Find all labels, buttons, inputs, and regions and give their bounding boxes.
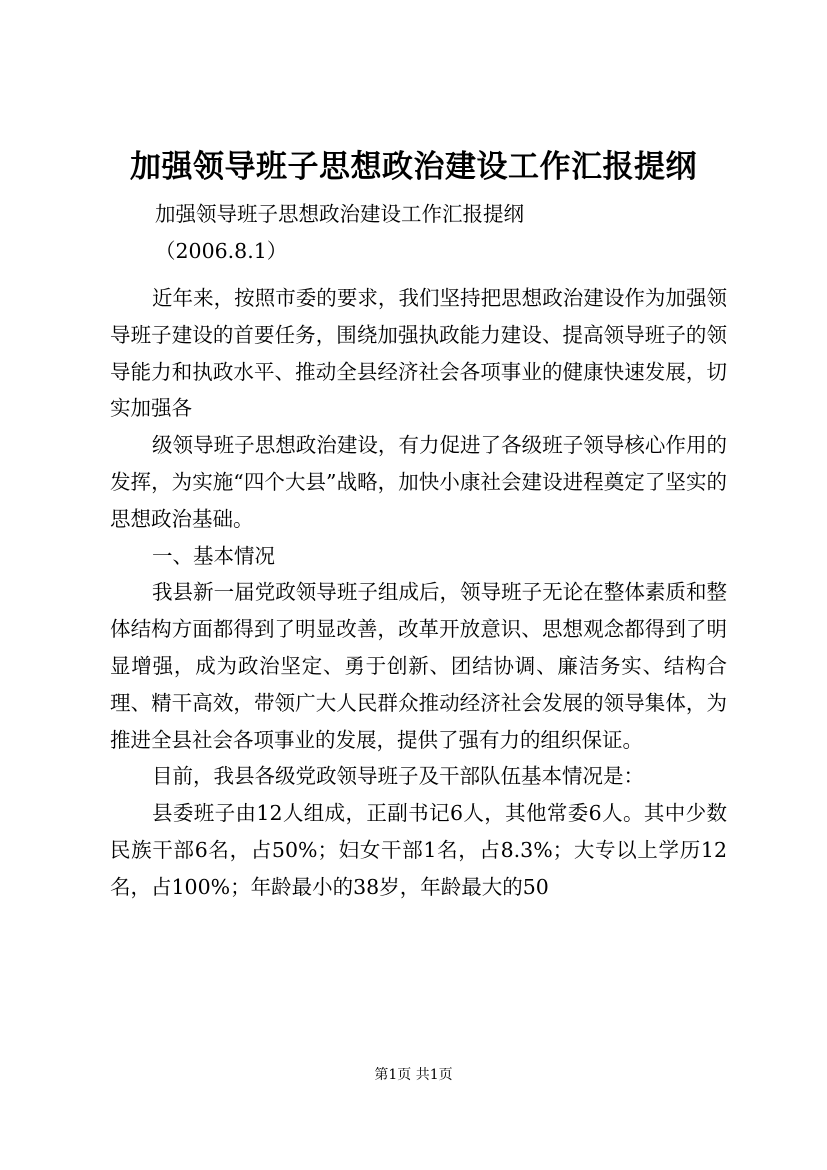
paragraph: 近年来，按照市委的要求，我们坚持把思想政治建设作为加强领导班子建设的首要任务，围绕加强执政能力建设、提高领导班子的领导能力和执政水平、推动全县经济社会各项事业的健康快速发展，切实加强各 bbox=[110, 286, 727, 421]
page-footer: 第1页 共1页 bbox=[374, 1067, 453, 1083]
section-heading: 一、基本情况 bbox=[152, 543, 276, 568]
paragraph: 目前，我县各级党政领导班子及干部队伍基本情况是： bbox=[152, 764, 645, 789]
document-title: 加强领导班子思想政治建设工作汇报提纲 bbox=[130, 149, 697, 185]
document-date: （2006.8.1） bbox=[155, 239, 288, 263]
paragraph: 我县新一届党政领导班子组成后，领导班子无论在整体素质和整体结构方面都得到了明显改善，改革开放意识、思想观念都得到了明显增强，成为政治坚定、勇于创新、团结协调、廉洁务实、结构合理、精干高效，带领广大人民群众推动经济社会发展的领导集体，为推进全县社会各项事业的发展，提供了强有力的组织保证。 bbox=[110, 580, 727, 752]
document-body bbox=[110, 280, 727, 906]
document-subtitle: 加强领导班子思想政治建设工作汇报提纲 bbox=[155, 202, 524, 226]
paragraph: 级领导班子思想政治建设，有力促进了各级班子领导核心作用的发挥，为实施“四个大县”战略，加快小康社会建设进程奠定了坚实的思想政治基础。 bbox=[110, 433, 727, 531]
paragraph: 县委班子由12人组成，正副书记6人，其他常委6人。其中少数民族干部6名，占50%；妇女干部1名，占8.3%；大专以上学历12名，占100%；年龄最小的38岁，年龄最大的50 bbox=[110, 801, 727, 899]
